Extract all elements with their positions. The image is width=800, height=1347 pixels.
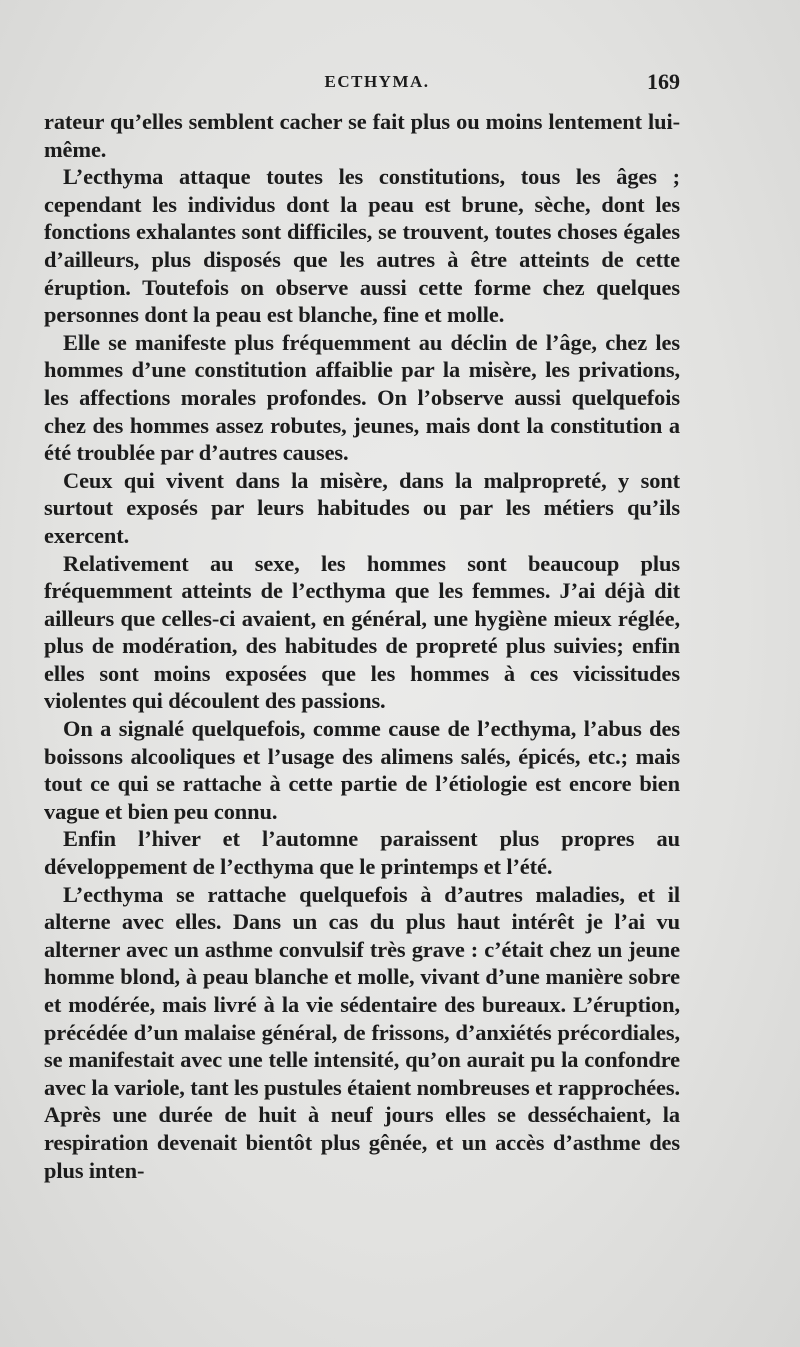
paragraph: Enfin l’hiver et l’automne paraissent plus propres au développement de l’ecthyma que le printemps et l’été. <box>44 826 680 880</box>
paragraph: Elle se manifeste plus fréquemment au déclin de l’âge, chez les hommes d’une constitution affaiblie par la misère, les privations, les affections morales profondes. On l’observe aussi quelquefois chez des hommes assez robutes, jeunes, mais dont la constitution a été troublée par d’autres causes. <box>44 329 680 466</box>
paragraph: Ceux qui vivent dans la misère, dans la malpropreté, y sont surtout exposés par leurs habitudes ou par les métiers qu’ils exercent. <box>44 467 680 548</box>
paragraph: L’ecthyma se rattache quelquefois à d’autres maladies, et il alterne avec elles. Dans un cas du plus haut intérêt je l’ai vu alterner avec un asthme convulsif très grave : c’était chez un jeune homme blond, à peau blanche et molle, vivant d’une manière sobre et modérée, mais livré à la vie sédentaire des bureaux. L’éruption, précédée d’un malaise général, de frissons, d’anxiétés précordiales, se manifestait avec une telle intensité, qu’on aurait pu la confondre avec la variole, tant les pustules étaient nombreuses et rapprochées. Après une durée de huit à neuf jours elles se desséchaient, la respiration devenait bientôt plus gênée, et un accès d’asthme des plus inten- <box>44 881 680 1183</box>
paragraph: L’ecthyma attaque toutes les constitutions, tous les âges ; cependant les individus dont la peau est brune, sèche, dont les fonctions exhalantes sont difficiles, se trouvent, toutes choses égales d’ailleurs, plus disposés que les autres à être atteints de cette éruption. Toutefois on observe aussi cette forme chez quelques personnes dont la peau est blanche, fine et molle. <box>44 164 680 328</box>
page-header <box>44 69 680 100</box>
running-head: ECTHYMA. <box>324 72 430 91</box>
body-text <box>44 108 680 1184</box>
paragraph: Relativement au sexe, les hommes sont beaucoup plus fréquemment atteints de l’ecthyma que les femmes. J’ai déjà dit ailleurs que celles-ci avaient, en général, une hygiène mieux réglée, plus de modération, des habitudes de propreté plus suivies; enfin elles sont moins exposées que les hommes à ces vicissitudes violentes qui découlent des passions. <box>44 550 680 714</box>
page-number: 169 <box>647 69 680 94</box>
paragraph: rateur qu’elles semblent cacher se fait plus ou moins lentement lui-même. <box>44 109 680 162</box>
paragraph: On a signalé quelquefois, comme cause de l’ecthyma, l’abus des boissons alcooliques et l’usage des alimens salés, épicés, etc.; mais tout ce qui se rattache à cette partie de l’étiologie est encore bien vague et bien peu connu. <box>44 716 680 824</box>
